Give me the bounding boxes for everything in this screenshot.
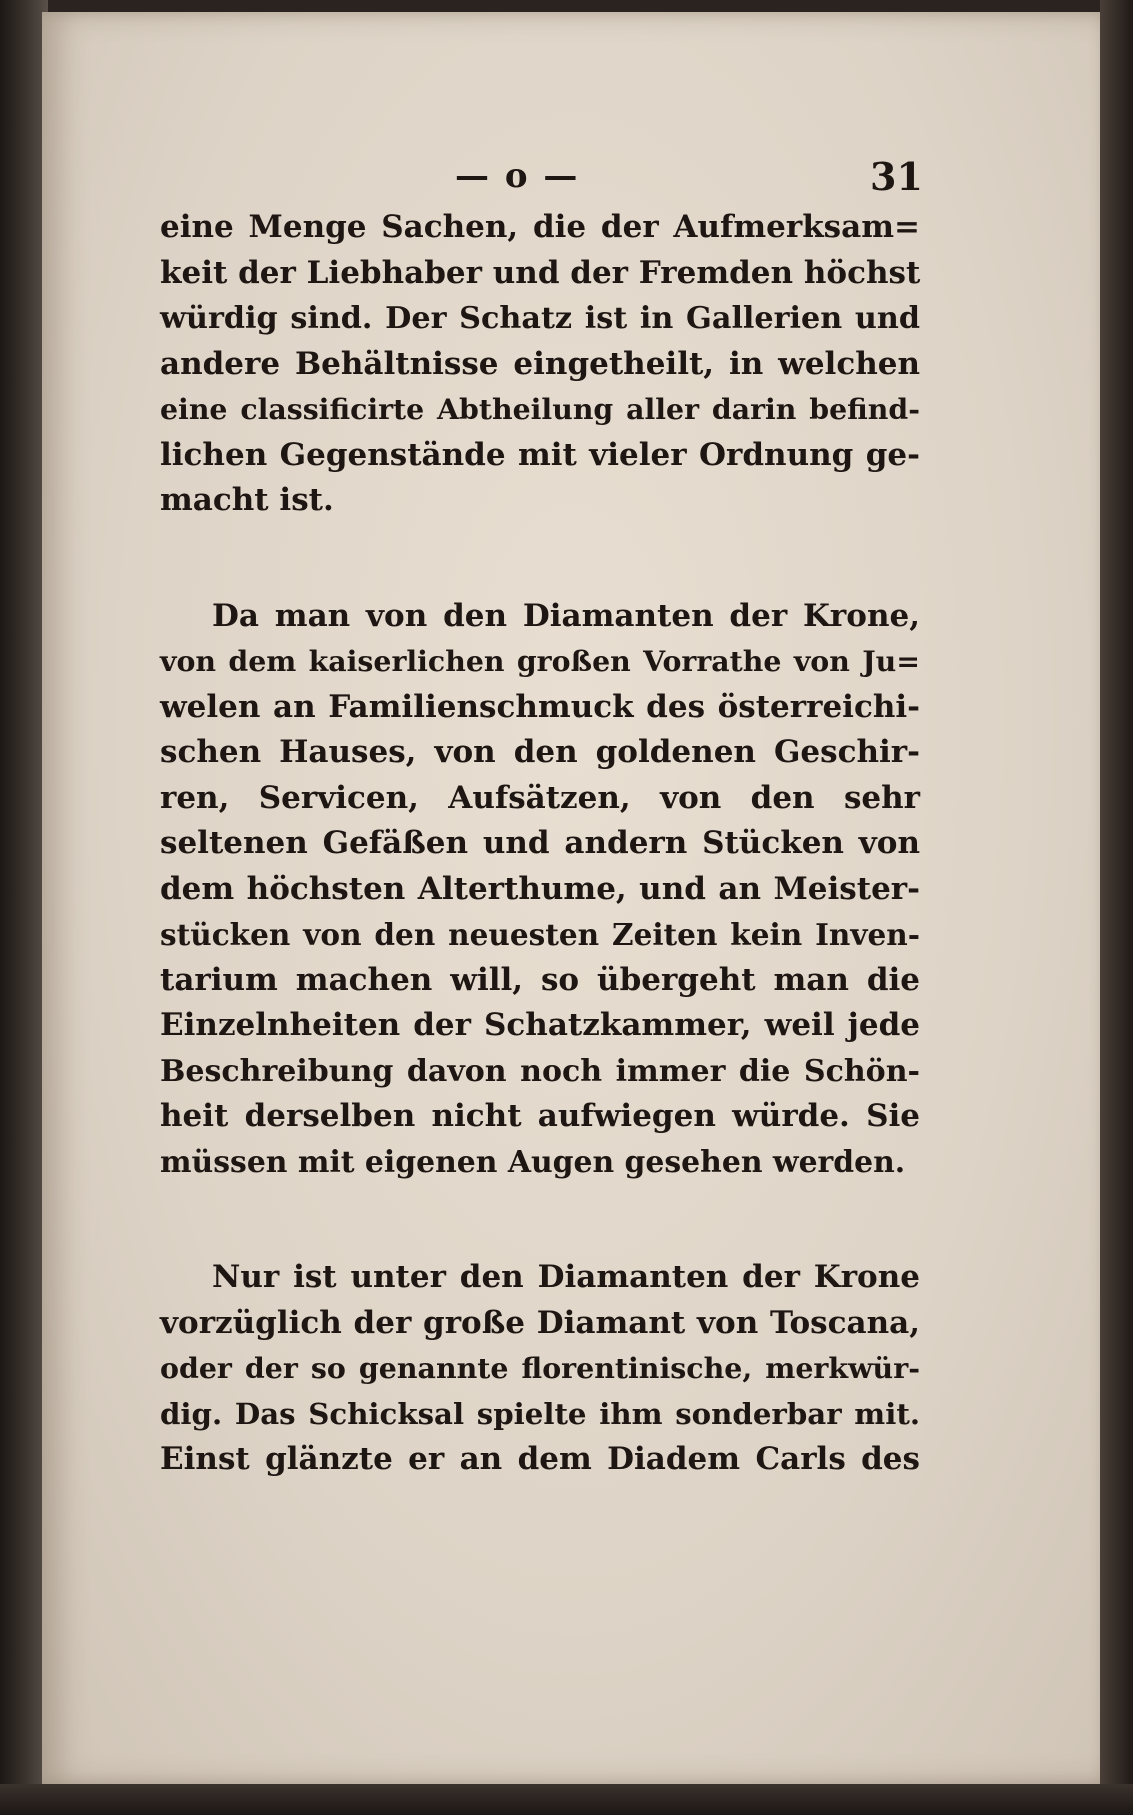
page-header [0,150,1133,200]
text-line: Einzelnheiten der Schatzkammer, weil jede [160,1007,920,1043]
paragraph-1 [160,205,920,524]
text-line: heit derselben nicht aufwiegen würde. Sie [160,1098,920,1134]
text-line: andere Behältnisse eingetheilt, in welchen [160,345,920,382]
body-text [160,205,920,1483]
text-line: dem höchsten Alterthume, und an Meister- [160,870,920,907]
text-line: keit der Liebhaber und der Fremden höchst [160,254,921,291]
text-line: eine Menge Sachen, die der Aufmerksam= [160,209,920,245]
text-line: ren, Servicen, Aufsätzen, von den sehr [160,779,920,816]
text-line: müssen mit eigenen Augen gesehen werden. [160,1144,906,1180]
text-line: stücken von den neuesten Zeiten kein Inven- [160,917,920,952]
page-bottom-edge [0,1784,1133,1815]
paragraph-gap [160,524,920,594]
book-binding [0,0,48,1815]
text-line: welen an Familienschmuck des österreichi- [160,688,920,725]
text-line: Beschreibung davon noch immer die Schön- [160,1053,920,1089]
text-line: Da man von den Diamanten der Krone, [212,597,920,634]
text-line: von dem kaiserlichen großen Vorrathe von Ju= [160,644,920,678]
header-ornament: — o — [455,156,580,196]
paragraph-2 [160,594,920,1186]
text-line: seltenen Gefäßen und andern Stücken von [160,825,920,861]
text-line: Nur ist unter den Diamanten der Krone [212,1259,920,1295]
text-line: eine classificirte Abtheilung aller darin befind- [160,392,920,426]
page-number: 31 [870,154,923,199]
text-line: schen Hauses, von den goldenen Geschir- [160,734,920,770]
text-line: macht ist. [160,482,334,518]
text-line: dig. Das Schicksal spielte ihm sonderbar mit. [160,1396,920,1431]
text-line: würdig sind. Der Schatz ist in Gallerien und [160,301,920,336]
page-edge [1100,0,1133,1815]
text-line: lichen Gegenstände mit vieler Ordnung ge- [160,436,920,473]
text-line: vorzüglich der große Diamant von Toscana, [160,1304,920,1341]
paragraph-3 [160,1255,920,1483]
paragraph-gap [160,1185,920,1255]
text-line: oder der so genannte florentinische, merkwür- [160,1351,920,1385]
text-line: Einst glänzte er an dem Diadem Carls des [160,1441,920,1477]
text-line: tarium machen will, so übergeht man die [160,961,920,998]
